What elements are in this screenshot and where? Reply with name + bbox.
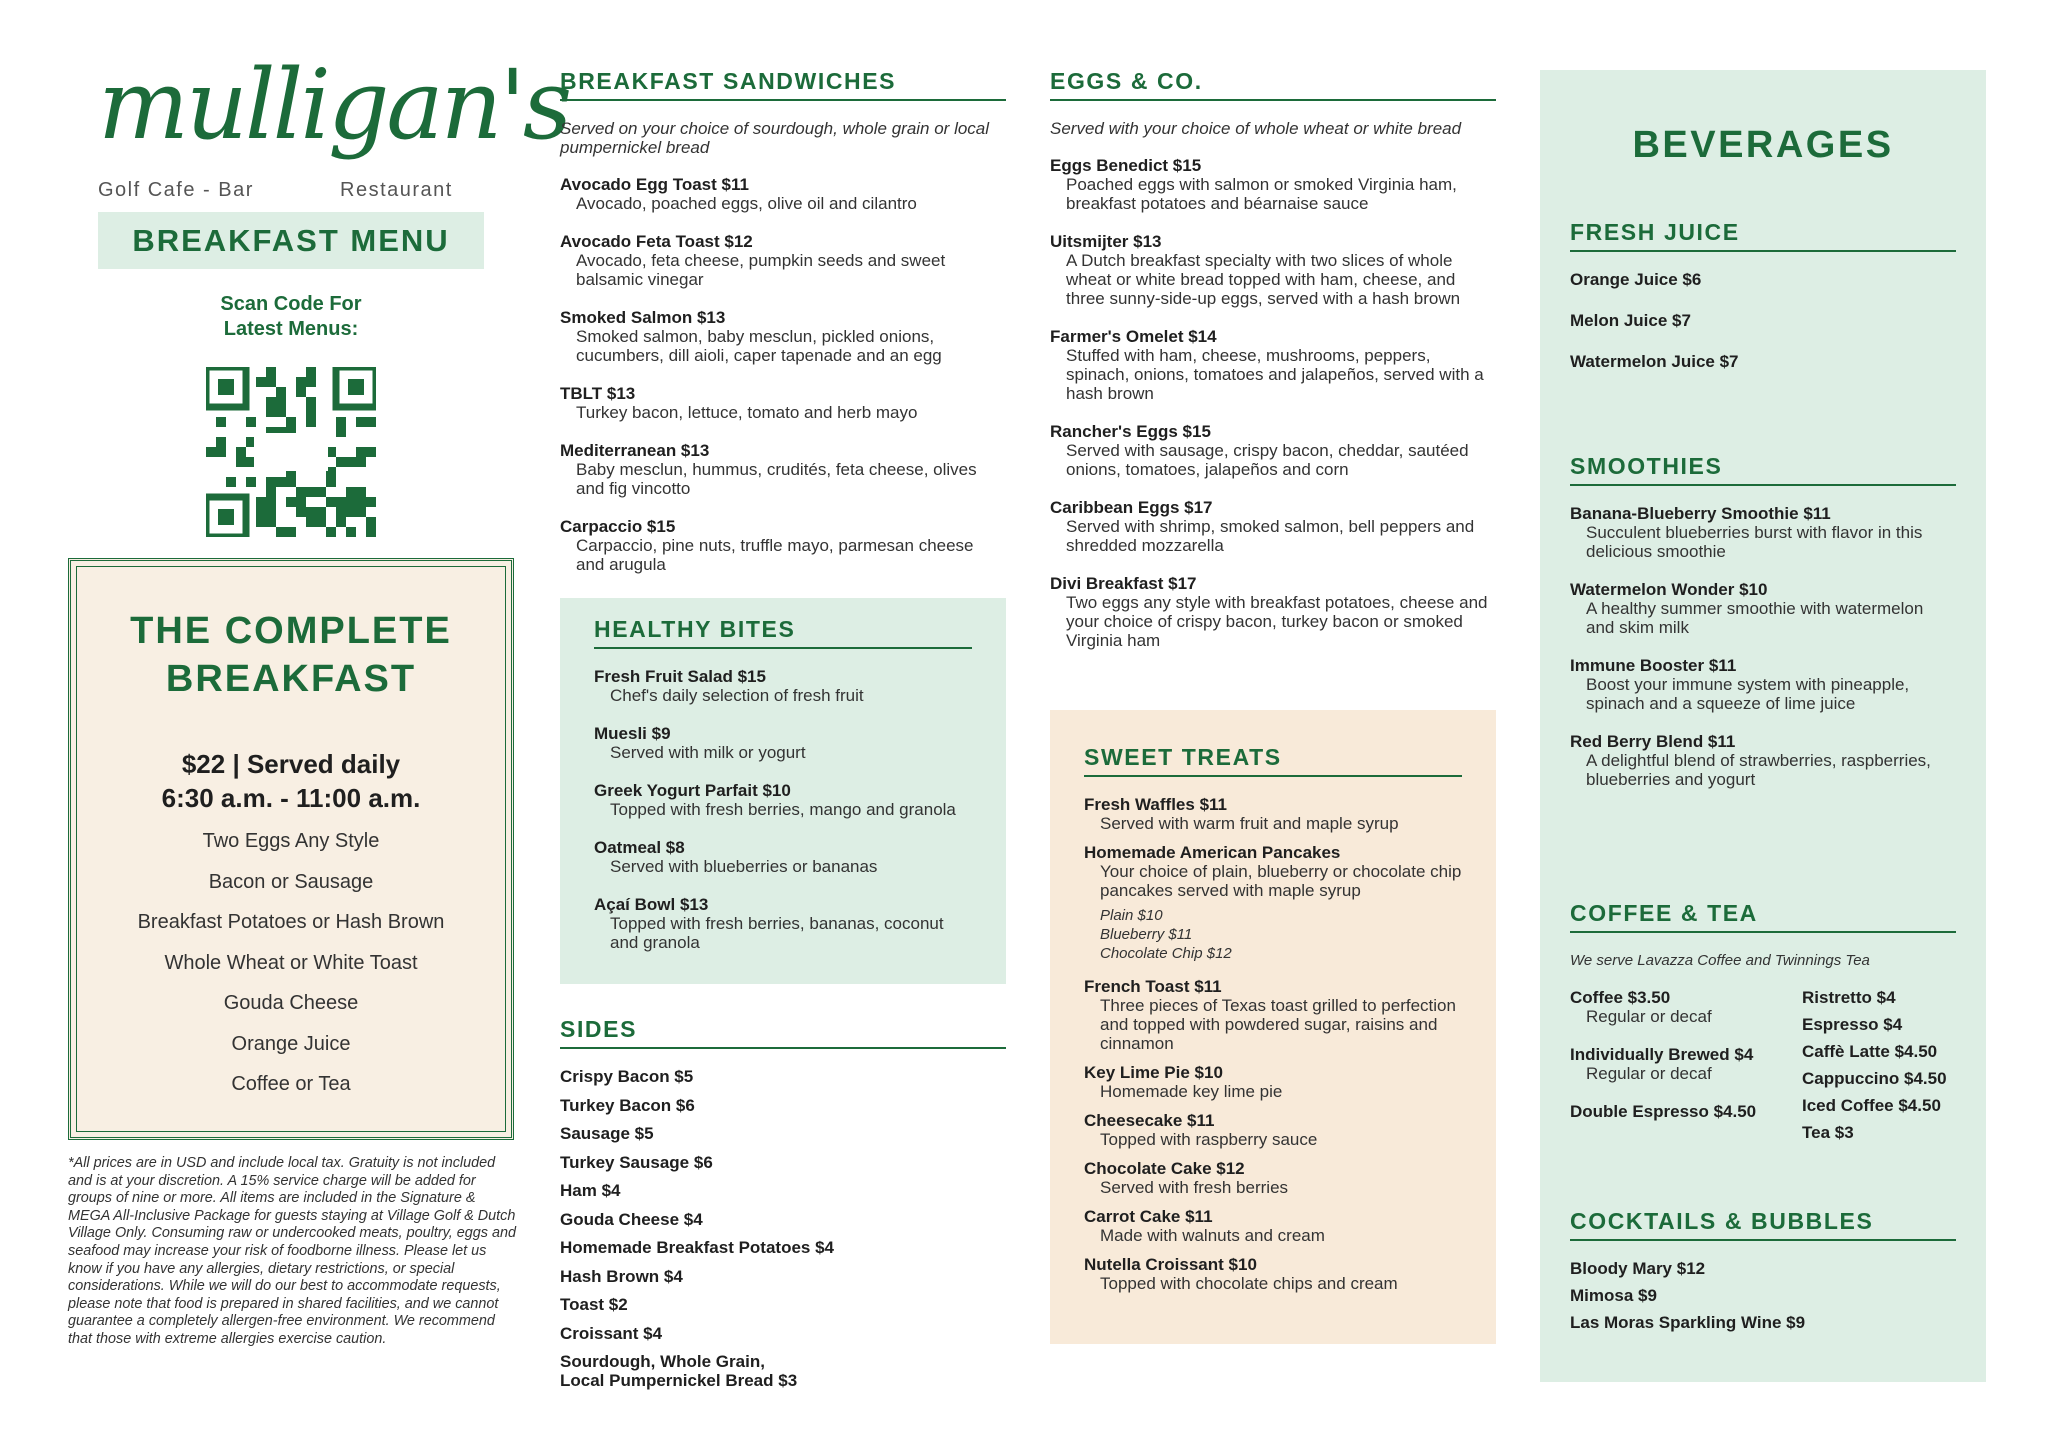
scan-code-label	[98, 292, 484, 342]
item-desc: Baby mesclun, hummus, crudités, feta cheese, olives and fig vincotto	[576, 460, 977, 498]
menu-item	[1570, 988, 1802, 1026]
item-desc: Served with blueberries or bananas	[610, 857, 878, 876]
item-name: Fresh Fruit Salad $15	[594, 667, 766, 686]
menu-item	[1084, 1063, 1462, 1101]
pancake-price: Blueberry $11	[1100, 926, 1193, 943]
menu-item	[1084, 795, 1462, 833]
item-name: Carpaccio $15	[560, 517, 676, 536]
side-item: Toast $2	[560, 1295, 628, 1314]
pancake-price: Plain $10	[1100, 907, 1163, 924]
item-desc: Avocado, poached eggs, olive oil and cilantro	[576, 194, 917, 213]
smoothies-title: SMOOTHIES	[1570, 453, 1956, 486]
complete-title-line-2: BREAKFAST	[165, 658, 417, 700]
cocktail-item: Las Moras Sparkling Wine $9	[1570, 1313, 1806, 1332]
item-desc: Two eggs any style with breakfast potatoes, cheese and your choice of crispy bacon, turkey bacon or smoked Virginia ham	[1066, 593, 1488, 650]
coffee-left-column	[1570, 988, 1802, 1150]
healthy-title: HEALTHY BITES	[594, 616, 972, 649]
item-desc: A Dutch breakfast specialty with two slices of whole wheat or white bread topped with ham, cheese, and three sunny-side-up eggs, served with a hash brown	[1066, 251, 1461, 308]
side-item: Homemade Breakfast Potatoes $4	[560, 1238, 835, 1257]
juice-item: Melon Juice $7	[1570, 311, 1691, 330]
cocktails-title: COCKTAILS & BUBBLES	[1570, 1208, 1956, 1241]
beverages-panel	[1540, 70, 1986, 1382]
coffee-title: COFFEE & TEA	[1570, 900, 1956, 933]
menu-item	[560, 232, 1006, 289]
item-name: Avocado Egg Toast $11	[560, 175, 749, 194]
sides-title: SIDES	[560, 1016, 1006, 1049]
item-name: Muesli $9	[594, 724, 671, 743]
item-name: Banana-Blueberry Smoothie $11	[1570, 504, 1831, 523]
item-desc: Regular or decaf	[1586, 1007, 1712, 1026]
item-name: Carrot Cake $11	[1084, 1207, 1213, 1226]
cocktail-item: Bloody Mary $12	[1570, 1259, 1706, 1278]
item-desc: Served with sausage, crispy bacon, cheddar, sautéed onions, tomatoes, jalapeños and corn	[1066, 441, 1469, 479]
item-desc: A delightful blend of strawberries, raspberries, blueberries and yogurt	[1586, 751, 1931, 789]
menu-item	[1084, 1207, 1462, 1245]
side-item: Crispy Bacon $5	[560, 1067, 694, 1086]
item-name: Eggs Benedict $15	[1050, 156, 1202, 175]
complete-item: Two Eggs Any Style	[202, 830, 380, 852]
coffee-item: Espresso $4	[1802, 1015, 1903, 1034]
coffee-item: Iced Coffee $4.50	[1802, 1096, 1941, 1115]
item-name: Immune Booster $11	[1570, 656, 1737, 675]
juice-item: Orange Juice $6	[1570, 270, 1702, 289]
item-name: Divi Breakfast $17	[1050, 574, 1197, 593]
menu-item	[1084, 977, 1462, 1053]
menu-item	[1050, 574, 1496, 650]
qr-code-icon[interactable]	[206, 367, 376, 537]
item-name: French Toast $11	[1084, 977, 1222, 996]
item-name: Chocolate Cake $12	[1084, 1159, 1245, 1178]
side-item: Sourdough, Whole Grain,	[560, 1352, 765, 1371]
eggs-title: EGGS & CO.	[1050, 68, 1496, 101]
item-desc: Served with shrimp, smoked salmon, bell peppers and shredded mozzarella	[1066, 517, 1475, 555]
complete-item: Bacon or Sausage	[208, 870, 374, 893]
item-desc: Your choice of plain, blueberry or chocolate chip pancakes served with maple syrup	[1100, 862, 1462, 900]
complete-item: Coffee or Tea	[231, 1073, 351, 1095]
side-item: Gouda Cheese $4	[560, 1209, 703, 1229]
menu-item	[1570, 1102, 1802, 1121]
item-name: TBLT $13	[560, 384, 636, 403]
item-desc: Poached eggs with salmon or smoked Virginia ham, breakfast potatoes and béarnaise sauce	[1066, 175, 1457, 213]
item-desc: Boost your immune system with pineapple, spinach and a squeeze of lime juice	[1586, 675, 1910, 713]
item-desc: Topped with chocolate chips and cream	[1100, 1274, 1398, 1293]
item-desc: Homemade key lime pie	[1100, 1082, 1283, 1101]
menu-banner: BREAKFAST MENU	[98, 212, 484, 269]
menu-item	[1084, 843, 1462, 900]
item-desc: A healthy summer smoothie with watermelon and skim milk	[1586, 599, 1924, 637]
menu-item	[560, 384, 1006, 422]
complete-title-line-1: THE COMPLETE	[130, 610, 452, 652]
complete-breakfast-box	[68, 558, 514, 1140]
menu-item	[1570, 732, 1956, 789]
item-desc: Topped with raspberry sauce	[1100, 1130, 1318, 1149]
item-desc: Stuffed with ham, cheese, mushrooms, peppers, spinach, onions, tomatoes and jalapeños, served with a hash brown	[1066, 346, 1484, 403]
item-desc: Topped with fresh berries, mango and granola	[610, 800, 956, 819]
complete-price-line: $22 | Served daily	[181, 749, 401, 779]
menu-item	[560, 517, 1006, 574]
item-name: Greek Yogurt Parfait $10	[594, 781, 791, 800]
side-item: Turkey Sausage $6	[560, 1152, 713, 1172]
item-name: Fresh Waffles $11	[1084, 795, 1227, 814]
item-desc: Served with fresh berries	[1100, 1178, 1289, 1197]
item-name: Oatmeal $8	[594, 838, 685, 857]
pancake-prices	[1084, 906, 1462, 963]
disclaimer: *All prices are in USD and include local tax. Gratuity is not included and is at your discretion. A 15% service charge will be added for groups of nine or more. All items are included in the Signature & MEGA All-Inclusive Package for guests staying at Village Golf & Dutch Village Only. Consuming raw or undercooked meats, poultry, eggs and seafood may increase your risk of foodborne illness. Please let us know if you have any allergies, dietary restrictions, or special considerations. While we will do our best to accommodate requests, please note that food is prepared in shared facilities, and we cannot guarantee a completely allergen-free environment. We recommend that those with extreme allergies exercise caution.	[68, 1155, 516, 1347]
coffee-item: Tea $3	[1802, 1123, 1854, 1142]
item-name: Rancher's Eggs $15	[1050, 422, 1211, 441]
coffee-item: Cappuccino $4.50	[1802, 1069, 1947, 1088]
menu-item	[1050, 327, 1496, 403]
complete-breakfast-title	[71, 607, 511, 703]
menu-item	[1570, 1045, 1802, 1083]
item-name: Smoked Salmon $13	[560, 308, 726, 327]
side-item: Ham $4	[560, 1181, 621, 1200]
menu-item	[560, 308, 1006, 365]
item-desc: Served with milk or yogurt	[610, 743, 806, 762]
complete-hours-line: 6:30 a.m. - 11:00 a.m.	[161, 783, 421, 813]
cocktail-item: Mimosa $9	[1570, 1286, 1657, 1305]
logo-wordmark: mulligan's	[98, 49, 570, 161]
coffee-note: We serve Lavazza Coffee and Twinnings Tea	[1570, 952, 1870, 969]
item-desc: Avocado, feta cheese, pumpkin seeds and sweet balsamic vinegar	[576, 251, 946, 289]
sandwiches-title: BREAKFAST SANDWICHES	[560, 68, 1006, 101]
item-name: Key Lime Pie $10	[1084, 1063, 1223, 1082]
menu-item	[1050, 232, 1496, 308]
menu-item	[594, 781, 972, 819]
menu-item	[560, 175, 1006, 213]
menu-item	[594, 667, 972, 705]
item-name: Double Espresso $4.50	[1570, 1102, 1757, 1121]
menu-item	[594, 724, 972, 762]
menu-item	[594, 895, 972, 952]
menu-item	[1570, 656, 1956, 713]
item-name: Cheesecake $11	[1084, 1111, 1215, 1130]
eggs-note: Served with your choice of whole wheat or white bread	[1050, 119, 1462, 138]
menu-item	[560, 441, 1006, 498]
coffee-grid	[1570, 988, 1956, 1150]
side-item: Sausage $5	[560, 1124, 654, 1143]
item-name: Caribbean Eggs $17	[1050, 498, 1213, 517]
pancake-price: Chocolate Chip $12	[1100, 945, 1232, 962]
sweet-treats-section	[1050, 710, 1496, 1344]
side-item: Turkey Bacon $6	[560, 1095, 695, 1115]
item-desc: Made with walnuts and cream	[1100, 1226, 1325, 1245]
sandwiches-section	[560, 68, 1006, 593]
item-desc: Chef's daily selection of fresh fruit	[610, 686, 864, 705]
side-item: Croissant $4	[560, 1323, 663, 1343]
complete-price	[71, 747, 511, 815]
juice-item: Watermelon Juice $7	[1570, 352, 1739, 371]
item-name: Avocado Feta Toast $12	[560, 232, 753, 251]
sandwiches-note: Served on your choice of sourdough, whole grain or local pumpernickel bread	[560, 119, 990, 157]
complete-item: Whole Wheat or White Toast	[164, 951, 418, 974]
item-desc: Three pieces of Texas toast grilled to perfection and topped with powdered sugar, raisins and cinnamon	[1100, 996, 1456, 1053]
item-name: Mediterranean $13	[560, 441, 710, 460]
logo-subtitle-right: Restaurant	[340, 179, 453, 201]
item-name: Nutella Croissant $10	[1084, 1255, 1257, 1274]
item-name: Açaí Bowl $13	[594, 895, 709, 914]
eggs-section	[1050, 68, 1496, 669]
menu-item	[1084, 1111, 1462, 1149]
item-desc: Served with warm fruit and maple syrup	[1100, 814, 1399, 833]
item-name: Watermelon Wonder $10	[1570, 580, 1768, 599]
coffee-item: Caffè Latte $4.50	[1802, 1042, 1938, 1061]
complete-item: Gouda Cheese	[223, 992, 359, 1014]
complete-item: Orange Juice	[231, 1032, 351, 1055]
item-desc: Regular or decaf	[1586, 1064, 1712, 1083]
side-item: Hash Brown $4	[560, 1266, 683, 1286]
menu-item	[1570, 504, 1956, 561]
complete-item: Breakfast Potatoes or Hash Brown	[137, 911, 445, 933]
item-name: Red Berry Blend $11	[1570, 732, 1736, 751]
logo	[98, 49, 570, 205]
item-desc: Carpaccio, pine nuts, truffle mayo, parmesan cheese and arugula	[576, 536, 974, 574]
juice-title: FRESH JUICE	[1570, 219, 1956, 252]
logo-subtitle-left: Golf Cafe - Bar	[98, 179, 254, 201]
item-name: Individually Brewed $4	[1570, 1045, 1754, 1064]
item-desc: Topped with fresh berries, bananas, coconut and granola	[610, 914, 944, 952]
item-name: Uitsmijter $13	[1050, 232, 1162, 251]
menu-item	[1084, 1159, 1462, 1197]
sides-section	[560, 1016, 1006, 1400]
item-name: Homemade American Pancakes	[1084, 843, 1341, 862]
item-desc: Succulent blueberries burst with flavor in this delicious smoothie	[1586, 523, 1923, 561]
menu-item	[594, 838, 972, 876]
sweet-title: SWEET TREATS	[1084, 744, 1462, 777]
menu-item	[1050, 422, 1496, 479]
scan-line-2: Latest Menus:	[223, 318, 359, 340]
side-item: Local Pumpernickel Bread $3	[560, 1371, 798, 1390]
coffee-item: Ristretto $4	[1802, 988, 1896, 1007]
coffee-right-column	[1802, 988, 1947, 1150]
item-name: Coffee $3.50	[1570, 988, 1671, 1007]
menu-item	[1050, 498, 1496, 555]
scan-line-1: Scan Code For	[220, 293, 362, 315]
healthy-bites-section	[560, 598, 1006, 984]
item-desc: Smoked salmon, baby mesclun, pickled onions, cucumbers, dill aioli, caper tapenade and an egg	[576, 327, 942, 365]
menu-item	[1050, 156, 1496, 213]
menu-item	[1084, 1255, 1462, 1293]
item-name: Farmer's Omelet $14	[1050, 327, 1217, 346]
item-desc: Turkey bacon, lettuce, tomato and herb mayo	[576, 403, 918, 422]
beverages-title: BEVERAGES	[1632, 124, 1894, 166]
complete-items	[71, 821, 511, 1105]
menu-item	[1570, 580, 1956, 637]
